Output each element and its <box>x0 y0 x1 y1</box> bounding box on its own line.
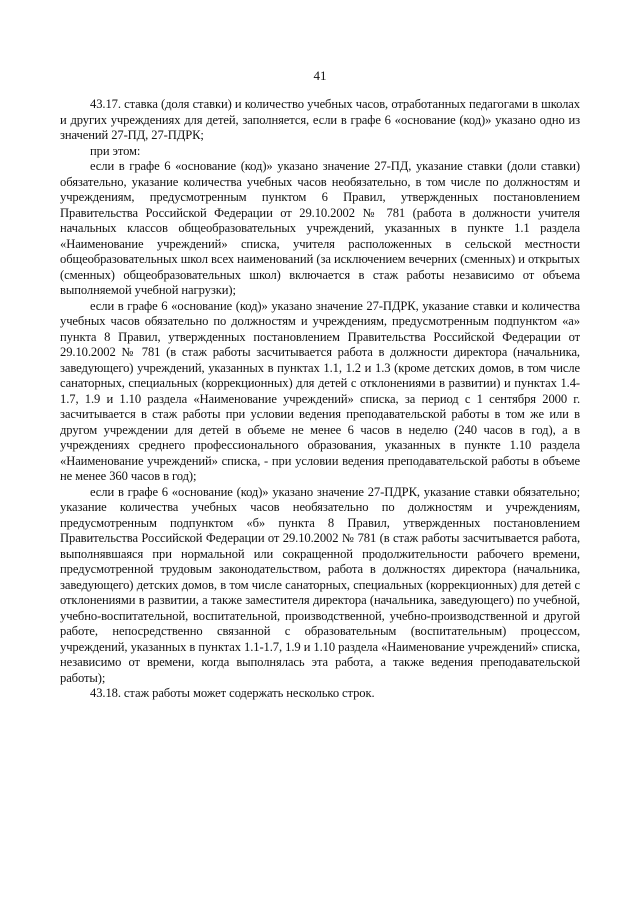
document-body <box>60 97 580 702</box>
paragraph-27-pdrk-a: если в графе 6 «основание (код)» указано значение 27-ПДРК, указание ставки и количества учебных часов обязательно по должностям и учреждениям, предусмотренным подпунктом «а» пункта 8 Правил, утвержденных постановлением Правительства Российской Федерации от 29.10.2002 № 781 (в стаж работы засчитывается работа в должности директора (начальника, заведующего) учреждений, указанных в пунктах 1.1, 1.2 и 1.3 (кроме детских домов, в том числе санаторных, специальных (коррекционных) для детей с отклонениями в развитии) и пунктах 1.4-1.7, 1.9 и 1.10 раздела «Наименование учреждений» списка, за период с 1 сентября 2000 г. засчитывается в стаж работы при условии ведения преподавательской работы в том же или в другом учреждении для детей в объеме не менее 6 часов в неделю (240 часов в год), а в учреждениях среднего профессионального образования, указанных в пункте 1.10 раздела «Наименование учреждений» списка, - при условии ведения преподавательской работы в объеме не менее 360 часов в год); <box>60 298 580 483</box>
paragraph-27-pd: если в графе 6 «основание (код)» указано значение 27-ПД, указание ставки (доли ставки) обязательно, указание количества учебных часов необязательно, в том числе по должностям и учреждениям, предусмотренным пунктом 6 Правил, утвержденных постановлением Правительства Российской Федерации от 29.10.2002 № 781 (работа в должности учителя начальных классов общеобразовательных учреждений, указанных в пункте 1.1 раздела «Наименование учреждений» списка, учителя расположенных в сельской местности общеобразовательных школ всех наименований (за исключением вечерних (сменных) и открытых (сменных) общеобразовательных школ) включается в стаж работы независимо от объема выполняемой учебной нагрузки); <box>60 159 580 297</box>
paragraph-43-18: 43.18. стаж работы может содержать несколько строк. <box>90 686 375 700</box>
paragraph-43-17: 43.17. ставка (доля ставки) и количество учебных часов, отработанных педагогами в школах и других учреждениях для детей, заполняется, если в графе 6 «основание (код)» указано одно из значений 27-ПД, 27-ПДРК; <box>60 97 580 142</box>
paragraph-27-pdrk-b: если в графе 6 «основание (код)» указано значение 27-ПДРК, указание ставки обязательно; указание количества учебных часов необязательно по должностям и учреждениям, предусмотренным подпунктом «б» пункта 8 Правил, утвержденных постановлением Правительства Российской Федерации от 29.10.2002 № 781 (в стаж работы засчитывается работа, выполнявшаяся при нормальной или сокращенной продолжительности рабочего времени, предусмотренной трудовым законодательством, работа в должностях директора (начальника, заведующего) детских домов, в том числе санаторных, специальных (коррекционных) для детей с отклонениями в развитии, а также заместителя директора (начальника, заведующего) по учебной, учебно-воспитательной, воспитательной, производственной, учебно-производственной и другой работе, непосредственно связанной с образовательным (воспитательным) процессом, учреждений, указанных в пунктах 1.1-1.7, 1.9 и 1.10 раздела «Наименование учреждений» списка, независимо от времени, когда выполнялась эта работа, а также ведения преподавательской работы); <box>60 484 580 685</box>
page-number: 41 <box>313 68 327 83</box>
paragraph-pri-etom: при этом: <box>90 143 141 158</box>
